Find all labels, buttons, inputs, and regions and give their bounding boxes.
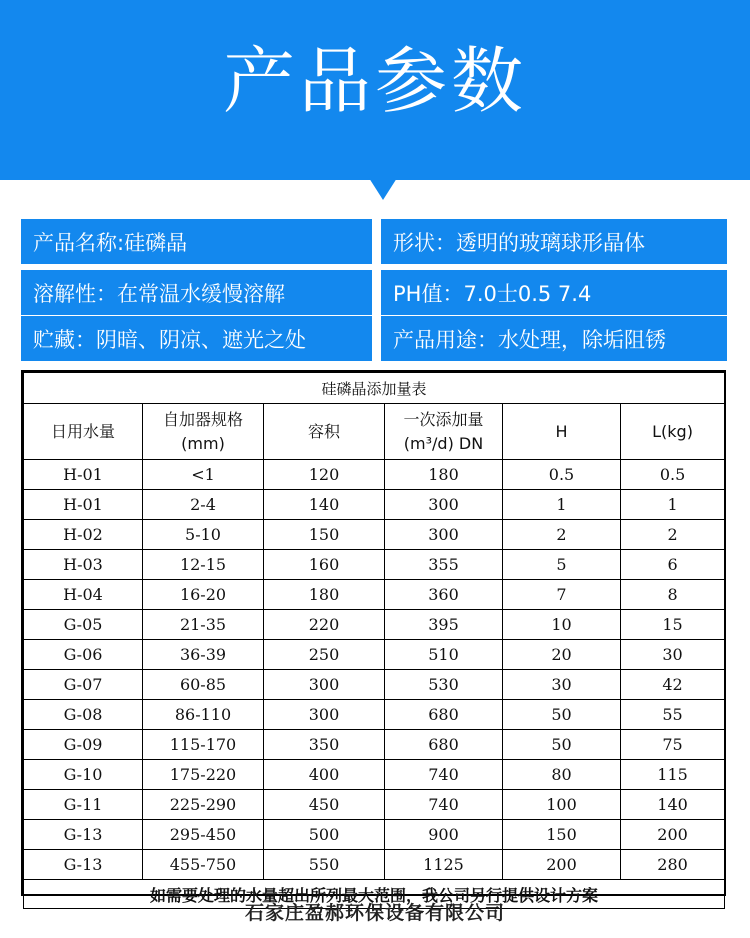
table-cell: 20 [503,640,621,670]
table-cell: 140 [264,490,385,520]
table-cell: 5 [503,550,621,580]
table-cell: H-02 [24,520,143,550]
header-h: H [503,404,621,460]
table-cell: 180 [264,580,385,610]
info-product-name: 产品名称:硅磷晶 [21,219,372,264]
info-storage: 贮藏：阴暗、阴凉、遮光之处 [21,316,372,361]
table-cell: 300 [385,490,503,520]
company-name: 石家庄盈郝环保设备有限公司 [244,902,505,924]
table-cell: 550 [264,850,385,880]
table-cell: 360 [385,580,503,610]
header-l-kg: L(kg) [621,404,725,460]
table-cell: 280 [621,850,725,880]
table-row [24,580,725,610]
header-dispenser-spec: 自加器规格 (mm) [143,404,264,460]
table-cell: 350 [264,730,385,760]
table-cell: 530 [385,670,503,700]
table-caption: 硅磷晶添加量表 [24,373,725,404]
header-pointer [369,178,397,200]
table-cell: G-13 [24,820,143,850]
table-footer-note: 如需要处理的水量超出所列最大范围，我公司另行提供设计方案 [24,880,725,909]
table-cell: 1 [621,490,725,520]
info-shape: 形状：透明的玻璃球形晶体 [381,219,727,264]
table-cell: 500 [264,820,385,850]
table-row [24,610,725,640]
table-row [24,490,725,520]
table-cell: H-03 [24,550,143,580]
table-cell: 75 [621,730,725,760]
table-cell: 510 [385,640,503,670]
table-cell: 200 [503,850,621,880]
table-cell: 8 [621,580,725,610]
table-cell: G-10 [24,760,143,790]
table-row [24,550,725,580]
table-cell: 1 [503,490,621,520]
table-row [24,760,725,790]
table-cell: 740 [385,790,503,820]
table-cell: 10 [503,610,621,640]
table-row [24,460,725,490]
table-cell: 160 [264,550,385,580]
table-cell: 30 [503,670,621,700]
table-cell: 140 [621,790,725,820]
table-cell: 1125 [385,850,503,880]
table-cell: 2 [621,520,725,550]
table-cell: 16-20 [143,580,264,610]
table-cell: 395 [385,610,503,640]
dosage-table-frame [21,370,726,905]
table-cell: <1 [143,460,264,490]
table-header-row [24,404,725,460]
table-cell: 250 [264,640,385,670]
table-cell: G-05 [24,610,143,640]
table-cell: 0.5 [503,460,621,490]
table-cell: G-09 [24,730,143,760]
table-cell: 150 [264,520,385,550]
table-row [24,700,725,730]
table-cell: 450 [264,790,385,820]
table-cell: 2 [503,520,621,550]
table-cell: 50 [503,700,621,730]
table-cell: G-06 [24,640,143,670]
table-cell: 300 [264,700,385,730]
table-cell: 455-750 [143,850,264,880]
table-row [24,790,725,820]
table-cell: 100 [503,790,621,820]
info-ph: PH值：7.0士0.5 7.4 [381,270,727,315]
table-cell: 175-220 [143,760,264,790]
table-cell: 740 [385,760,503,790]
table-cell: H-01 [24,490,143,520]
table-cell: 5-10 [143,520,264,550]
table-row [24,520,725,550]
table-cell: 7 [503,580,621,610]
table-cell: 30 [621,640,725,670]
table-cell: 0.5 [621,460,725,490]
table-row [24,850,725,880]
table-cell: 6 [621,550,725,580]
table-cell: H-04 [24,580,143,610]
table-cell: 900 [385,820,503,850]
table-cell: G-07 [24,670,143,700]
header-volume: 容积 [264,404,385,460]
table-cell: 115-170 [143,730,264,760]
info-usage: 产品用途：水处理，除垢阻锈 [381,316,727,361]
table-cell: 80 [503,760,621,790]
table-cell: 36-39 [143,640,264,670]
table-cell: 680 [385,700,503,730]
dosage-table [23,372,725,909]
page-title: 产品参数 [222,39,527,123]
table-cell: 300 [264,670,385,700]
header-banner [0,0,750,180]
table-cell: 300 [385,520,503,550]
table-row [24,640,725,670]
table-cell: 225-290 [143,790,264,820]
table-cell: 12-15 [143,550,264,580]
table-cell: H-01 [24,460,143,490]
table-cell: 2-4 [143,490,264,520]
table-cell: G-08 [24,700,143,730]
table-cell: 42 [621,670,725,700]
table-cell: 15 [621,610,725,640]
table-row [24,730,725,760]
table-cell: 355 [385,550,503,580]
table-cell: 115 [621,760,725,790]
table-cell: 400 [264,760,385,790]
table-cell: 680 [385,730,503,760]
table-cell: 120 [264,460,385,490]
table-cell: 180 [385,460,503,490]
table-cell: 60-85 [143,670,264,700]
table-cell: 150 [503,820,621,850]
table-cell: G-11 [24,790,143,820]
table-cell: 200 [621,820,725,850]
table-cell: 50 [503,730,621,760]
table-cell: 86-110 [143,700,264,730]
table-row [24,820,725,850]
table-cell: 220 [264,610,385,640]
header-single-dose: 一次添加量 (m³/d) DN [385,404,503,460]
table-cell: 295-450 [143,820,264,850]
table-cell: 55 [621,700,725,730]
info-solubility: 溶解性：在常温水缓慢溶解 [21,270,372,315]
table-row [24,670,725,700]
header-daily-water: 日用水量 [24,404,143,460]
table-cell: 21-35 [143,610,264,640]
table-cell: G-13 [24,850,143,880]
